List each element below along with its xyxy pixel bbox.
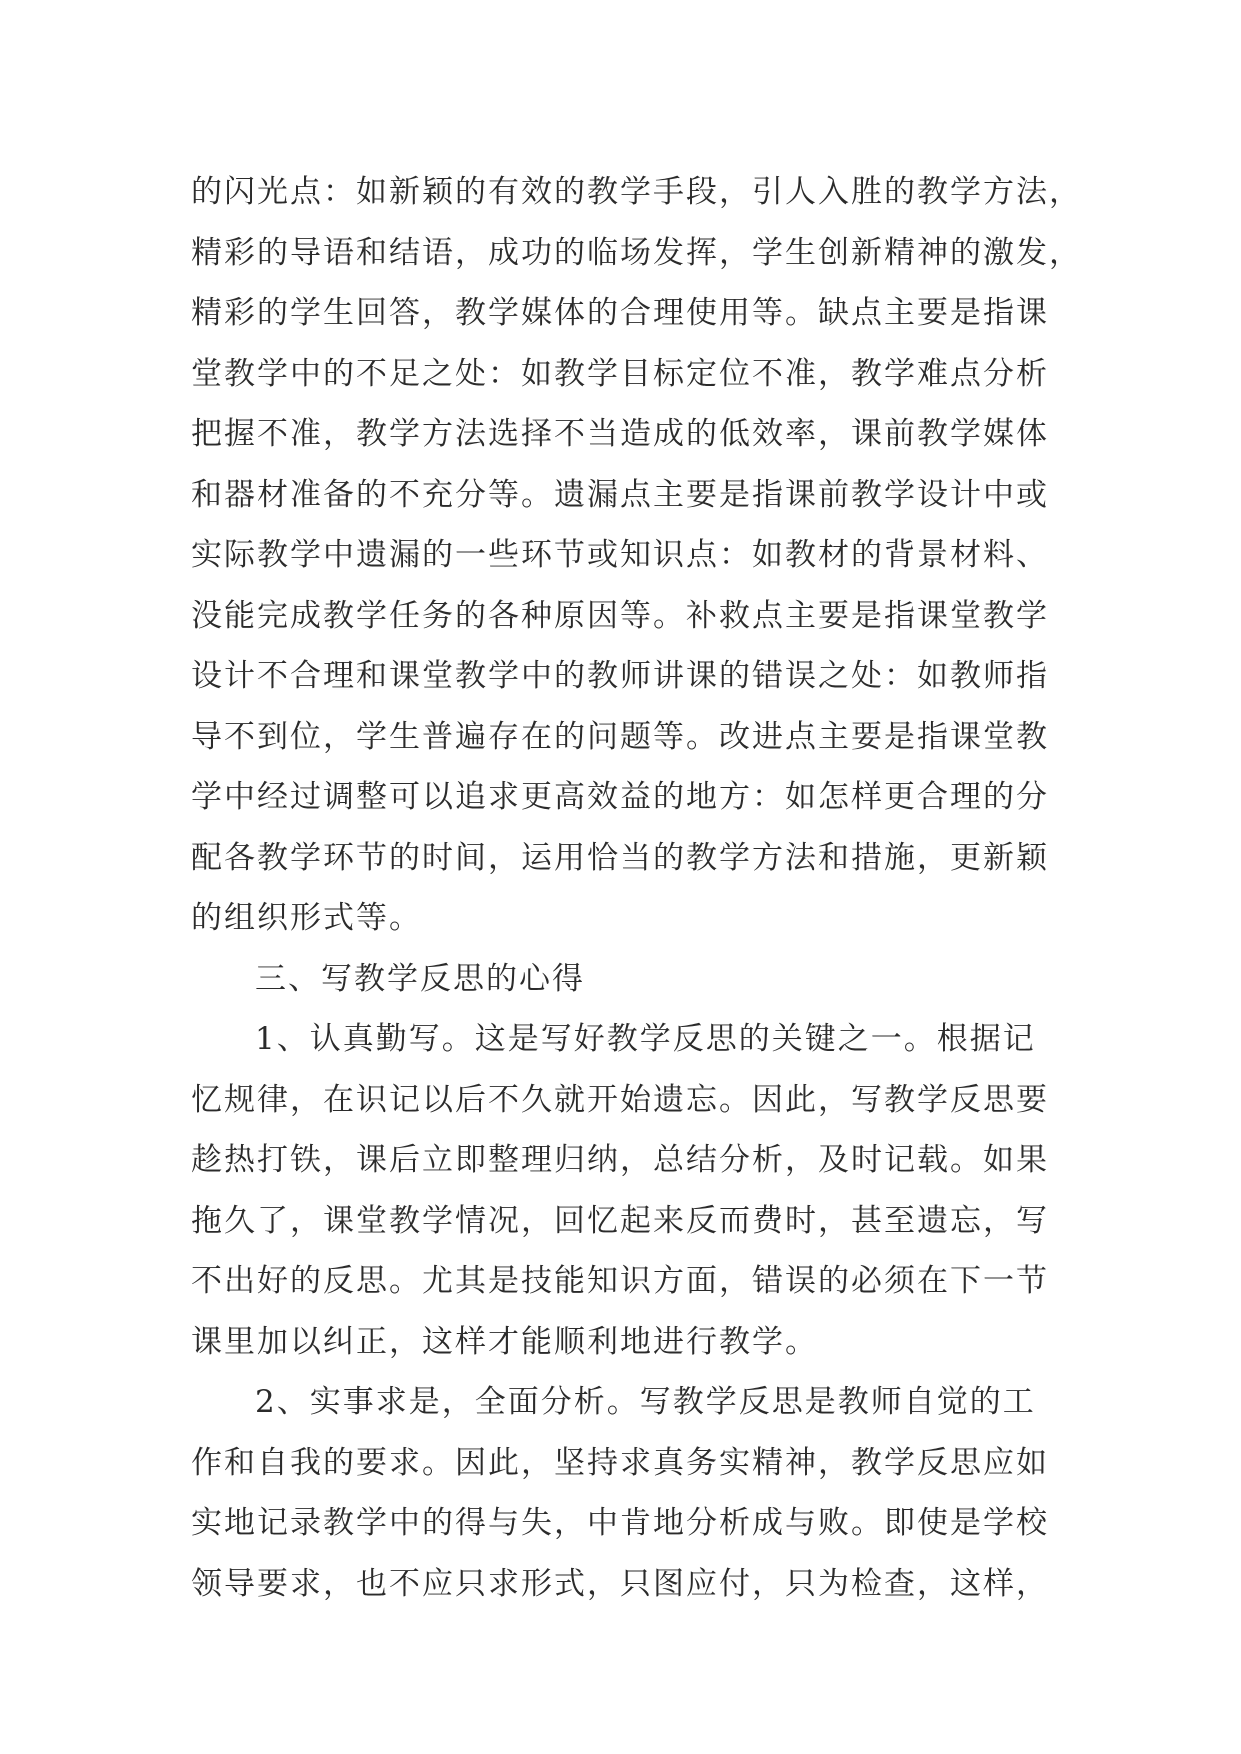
text-line: 精彩的学生回答，教学媒体的合理使用等。缺点主要是指课 (191, 295, 1049, 331)
text-line: 2、实事求是，全面分析。写教学反思是教师自觉的工 (255, 1384, 1036, 1420)
text-line: 趁热打铁，课后立即整理归纳，总结分析，及时记载。如果 (191, 1142, 1049, 1178)
text-line: 和器材准备的不充分等。遗漏点主要是指课前教学设计中或 (191, 476, 1049, 513)
text-line: 1、认真勤写。这是写好教学反思的关键之一。根据记 (255, 1021, 1036, 1057)
text-line: 作和自我的要求。因此，坚持求真务实精神，教学反思应如 (191, 1444, 1049, 1481)
text-line: 领导要求，也不应只求形式，只图应付，只为检查，这样， (191, 1565, 1049, 1602)
text-line: 不出好的反思。尤其是技能知识方面，错误的必须在下一节 (191, 1263, 1049, 1299)
text-line: 没能完成教学任务的各种原因等。补救点主要是指课堂教学 (191, 597, 1049, 634)
text-line: 堂教学中的不足之处：如教学目标定位不准，教学难点分析 (191, 355, 1049, 392)
text-line: 设计不合理和课堂教学中的教师讲课的错误之处：如教师指 (191, 658, 1049, 694)
text-line: 实际教学中遗漏的一些环节或知识点：如教材的背景材料、 (191, 537, 1049, 573)
text-line: 把握不准，教学方法选择不当造成的低效率，课前教学媒体 (191, 416, 1049, 452)
text-line: 课里加以纠正，这样才能顺利地进行教学。 (191, 1323, 818, 1360)
text-line: 实地记录教学中的得与失，中肯地分析成与败。即使是学校 (191, 1505, 1049, 1541)
section-heading: 三、写教学反思的心得 (255, 960, 585, 997)
body-text (191, 162, 1082, 1614)
text-line: 忆规律，在识记以后不久就开始遗忘。因此，写教学反思要 (191, 1081, 1049, 1118)
text-line: 配各教学环节的时间，运用恰当的教学方法和措施，更新颖 (191, 839, 1049, 876)
text-line: 拖久了，课堂教学情况，回忆起来反而费时，甚至遗忘，写 (191, 1202, 1049, 1239)
text-line: 导不到位，学生普遍存在的问题等。改进点主要是指课堂教 (191, 718, 1049, 755)
text-line: 学中经过调整可以追求更高效益的地方：如怎样更合理的分 (191, 779, 1049, 815)
text-line: 精彩的导语和结语，成功的临场发挥，学生创新精神的激发， (191, 234, 1082, 271)
text-line: 的组织形式等。 (191, 900, 422, 936)
text-line: 的闪光点：如新颖的有效的教学手段，引人入胜的教学方法， (191, 174, 1082, 210)
